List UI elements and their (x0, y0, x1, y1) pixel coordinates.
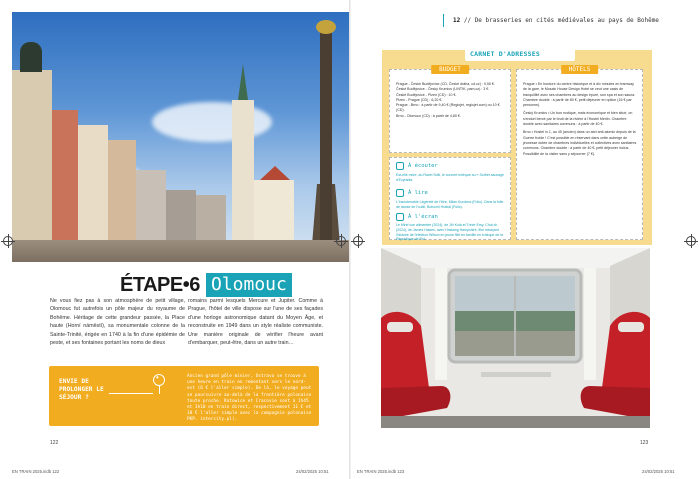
building (52, 110, 78, 250)
registration-mark (336, 236, 346, 246)
cloud (152, 102, 272, 142)
media-card (389, 157, 511, 240)
budget-list (396, 82, 505, 119)
listen-heading (396, 162, 438, 170)
book-icon (396, 189, 404, 197)
tower-cupola (20, 42, 42, 72)
print-slug-date-left: 24/02/2025 10:51 (296, 469, 329, 474)
city-heading: Olomouc (206, 273, 292, 297)
print-slug-right: EN TRAIN 2025.indb 123 (357, 469, 405, 474)
running-head-text: // De brasseries en cités médiévales au pays de Bohême (463, 17, 659, 24)
tower-spire (238, 64, 248, 100)
list-item: Prague - České Budějovice (CD, České dráha, cd.cz) : 9,50 €. (396, 82, 495, 86)
page-number-left: 122 (50, 440, 59, 446)
running-head (453, 17, 659, 24)
list-item: České Budějovice - Český Krumlov (LINTIK, pam.cz) : 3 €. (396, 87, 490, 92)
list-item: Brno • Hostel in 1, au 45 (ancien) dans un abri anti-atomic depuis de la Guerre froide ! C'est possible en réservant dans cette auberge de jeunesse dotée de chambres individuelles et collectives avec sanitaires communs. Chambre double : à partir de 40 €, petit déjeuner inclus. Possibilité de la visiter sans y séjourner (7 €). (523, 130, 637, 156)
read-label: À lire (408, 190, 428, 196)
extend-stay-title: ENVIE DE PROLONGER LE SÉJOUR ? (59, 378, 104, 402)
running-head-rule (443, 14, 444, 27)
extend-stay-text: Ancien grand pôle minier, Ostrava se trouve à une heure en train en remontant vers le nord-est (6 € l'aller simple). De là, le voyage peut se poursuivre au-delà de la frontière polonaise toute proche. Katowice et Cracovie sont à 1h45 et 3h10 en train direct, respectivement 11 € et 18 € l'aller simple avec la compagnie polonaise PKP. intercity.pl). (187, 374, 312, 423)
building (78, 125, 108, 250)
screen-heading (396, 213, 438, 221)
screen-text: Le Mirel vue alimentée (2024), de Jiří Kolá et Trinér Ersy. Chut ch (2024), de James Hawes, avec Hrabang Hampshire, film retraçant l'histoire de l'élection Wilson en jeune fille en famille en tchèque de la République de Pol. (396, 223, 503, 242)
list-item: Prague • En bordure du centre historique et à dix minutes en tramway de la gare, le Mosaic House Design Hotel se veut une oasis de tranquillité avec ses chambres au design épuré, son spa et son sauna. Chambre double : à partir de 80 €, petit déjeuner en option (16 € par personne). (523, 82, 636, 108)
train-interior-illustration (381, 248, 650, 428)
budget-label: BUDGET (431, 65, 469, 74)
body-column-2: romains parmi lesquels Mercure et Jupiter. Comme à Prague, l'hôtel de ville dispose sur l'une de ses façades d'une horloge astronomique datant du Moyen Âge, et reconstruite en 1949 dans un style réaliste communiste. Une manière originale de vérifier l'heure avant d'embarquer, peut-être, dans un autre train… (188, 298, 323, 347)
location-pin-icon (153, 374, 165, 386)
building (108, 140, 136, 250)
building (136, 170, 166, 250)
budget-card (389, 66, 511, 153)
etape-heading: ÉTAPE•6 (120, 274, 200, 296)
body-column-1: Ne vous fiez pas à son atmosphère de petit village, Olomouc fut autrefois un pôle majeur du royaume de Bohême. Héritage de cette grandeur passée, la Place haute (Horní náměstí), sa monumentale colonne de la Sainte-Trinité, érigée en 1740 à la fin d'une épidémie de peste, et ses fontaines portant les noms de dieux (50, 298, 185, 347)
read-heading (396, 189, 428, 197)
listen-label: À écouter (408, 163, 438, 169)
list-item: Prague - Brno : à partir de 9,40 € (Regiojet, regiojet.com) ou 10 € (CD). (396, 103, 500, 113)
building (12, 70, 52, 250)
trinity-column-shaft (320, 30, 332, 250)
hotels-card (516, 66, 643, 240)
list-item: České Budějovice - Plzen (CD) : 10 €. (396, 92, 457, 97)
olomouc-square-photo (12, 12, 350, 262)
print-slug-date-right: 24/02/2025 10:51 (642, 469, 675, 474)
page-number-right: 123 (640, 440, 649, 446)
connector-line (159, 386, 160, 394)
listen-text: Est-elle mûre, au Ravel Solti, le concert tchèque au « Sorbet sauvage d'Ecyradia. (396, 173, 504, 182)
town-hall-tower (232, 100, 254, 250)
hotels-label: HÔTELS (561, 65, 599, 74)
red-roof (260, 166, 290, 180)
extend-stay-box (49, 366, 319, 426)
connector-line (109, 393, 153, 394)
square-pavement (12, 240, 350, 262)
print-slug-left: EN TRAIN 2025.indb 122 (12, 469, 60, 474)
chapter-number: 12 (453, 17, 461, 24)
screen-icon (396, 213, 404, 221)
address-book-title: CARNET D'ADRESSES (470, 50, 540, 58)
read-text: L'Insoutenable Légèreté de l'être, Milan Kundera (Folio). Dans la folle de danse de l'oubli, Bohumil Hrabal (Folio). (396, 200, 504, 209)
registration-mark (353, 236, 363, 246)
train-interior-photo (381, 248, 650, 428)
list-item: Plzen - Prague (CD) : 6,20 €. (396, 97, 443, 102)
registration-mark (3, 236, 13, 246)
list-item: Brno - Olomouc (CD) : à partir de 4,80 €. (396, 113, 461, 118)
book-gutter (349, 0, 351, 479)
hotels-list (523, 82, 637, 157)
headphones-icon (396, 162, 404, 170)
registration-mark (686, 236, 696, 246)
list-item: Český Krumlov • Un bon rustique, mais économique et bien situé, on s'endort bercé par le bruit de la rivière à l'Hostel Merlin. Chambre double avec sanitaires communs : à partir de 40 €. (523, 111, 633, 127)
column-gilded-top (316, 20, 336, 34)
screen-label: À l'écran (408, 214, 438, 220)
